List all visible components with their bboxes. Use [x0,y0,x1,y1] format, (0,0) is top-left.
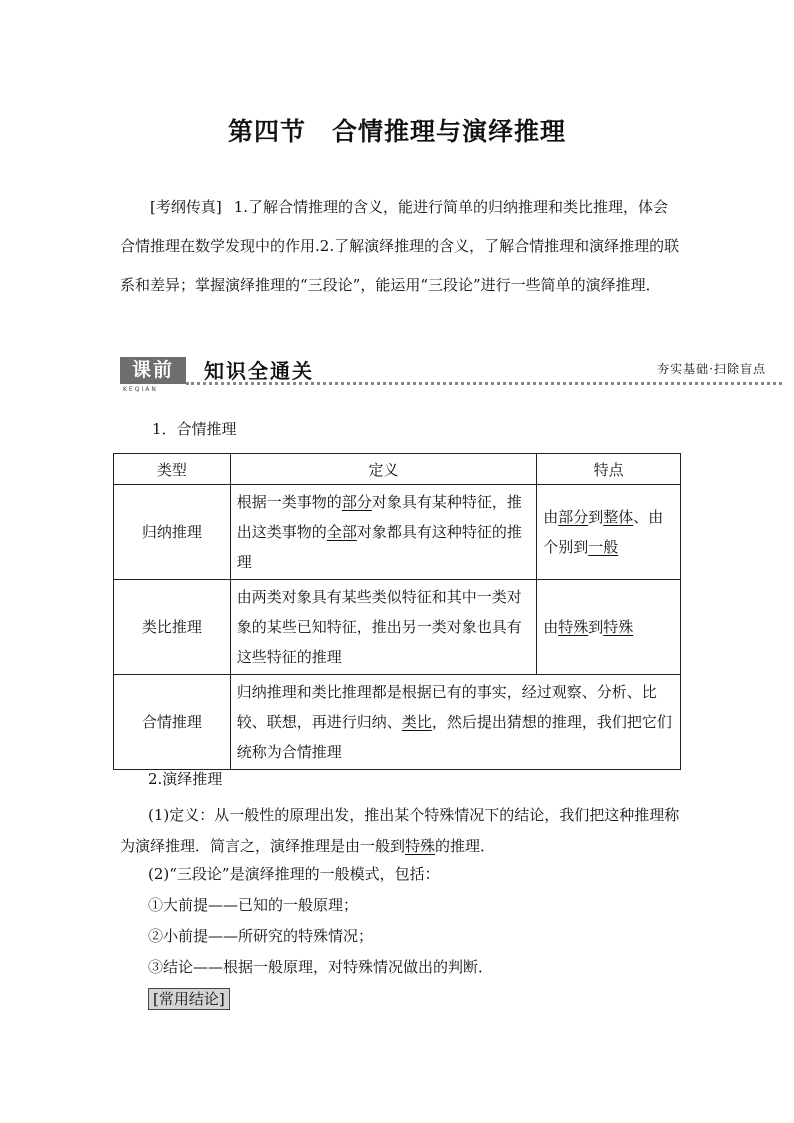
blank-answer: 一般 [588,538,619,556]
blank-answer: 特殊 [603,618,634,636]
blank-answer: 类比 [401,713,432,731]
syllogism-conclusion: ③结论——根据一般原理，对特殊情况做出的判断． [148,958,494,976]
blank-answer: 全部 [326,523,357,541]
cell-feature: 由特殊到特殊 [537,580,681,675]
table-header-row [114,454,681,485]
cell-definition: 由两类对象具有某些类似特征和其中一类对象的某些已知特征，推出另一类对象也具有这些特征的推理 [230,580,536,675]
syllogism-major-premise: ①大前提——已知的一般原理； [148,896,359,914]
syllogism-intro: (2)“三段论”是演绎推理的一般模式，包括： [148,865,440,883]
header-type: 类型 [114,454,231,485]
table-row [114,485,681,580]
table-row [114,580,681,675]
syllogism-minor-premise: ②小前提——所研究的特殊情况； [148,927,374,945]
syllabus-paragraph [120,188,680,305]
heading-deductive-reasoning: 2.演绎推理 [148,770,223,788]
section-badge: 课前 [120,357,186,384]
reasoning-table [113,453,681,770]
blank-answer: 特殊 [405,837,436,855]
cell-definition: 根据一类事物的部分对象具有某种特征，推出这类事物的全部对象都具有这种特征的推理 [230,485,536,580]
header-feature: 特点 [537,454,681,485]
blank-answer: 特殊 [558,618,589,636]
section-title: 知识全通关 [204,359,314,383]
deductive-definition: (1)定义：从一般性的原理出发，推出某个特殊情况下的结论，我们把这种推理称为演绎推理．简言之，演绎推理是由一般到特殊的推理． [120,806,680,855]
cell-type: 归纳推理 [114,485,231,580]
cell-feature: 由部分到整体、由个别到一般 [537,485,681,580]
section-header [120,352,780,398]
table-row [114,675,681,770]
header-definition: 定义 [230,454,536,485]
syllabus-text: 1.了解合情推理的含义，能进行简单的归纳推理和类比推理，体会合情推理在数学发现中的作用.2.了解演绎推理的含义，了解合情推理和演绎推理的联系和差异；掌握演绎推理的“三段论”，能运用“三段论”进行一些简单的演绎推理． [120,198,680,294]
syllabus-tag: [考纲传真] [150,198,222,216]
blank-answer: 整体 [603,508,634,526]
common-conclusions-label: [常用结论] [148,988,230,1010]
cell-definition: 归纳推理和类比推理都是根据已有的事实，经过观察、分析、比较、联想，再进行归纳、类比，然后提出猜想的推理，我们把它们统称为合情推理 [230,675,680,770]
heading-plausible-reasoning: 1．合情推理 [152,420,237,438]
blank-answer: 部分 [341,493,372,511]
cell-type: 类比推理 [114,580,231,675]
page-title: 第四节 合情推理与演绎推理 [227,117,566,146]
section-subtitle: 夯实基础·扫除盲点 [657,362,766,376]
cell-type: 合情推理 [114,675,231,770]
blank-answer: 部分 [558,508,589,526]
section-badge-pinyin: KEQIAN [123,386,158,393]
